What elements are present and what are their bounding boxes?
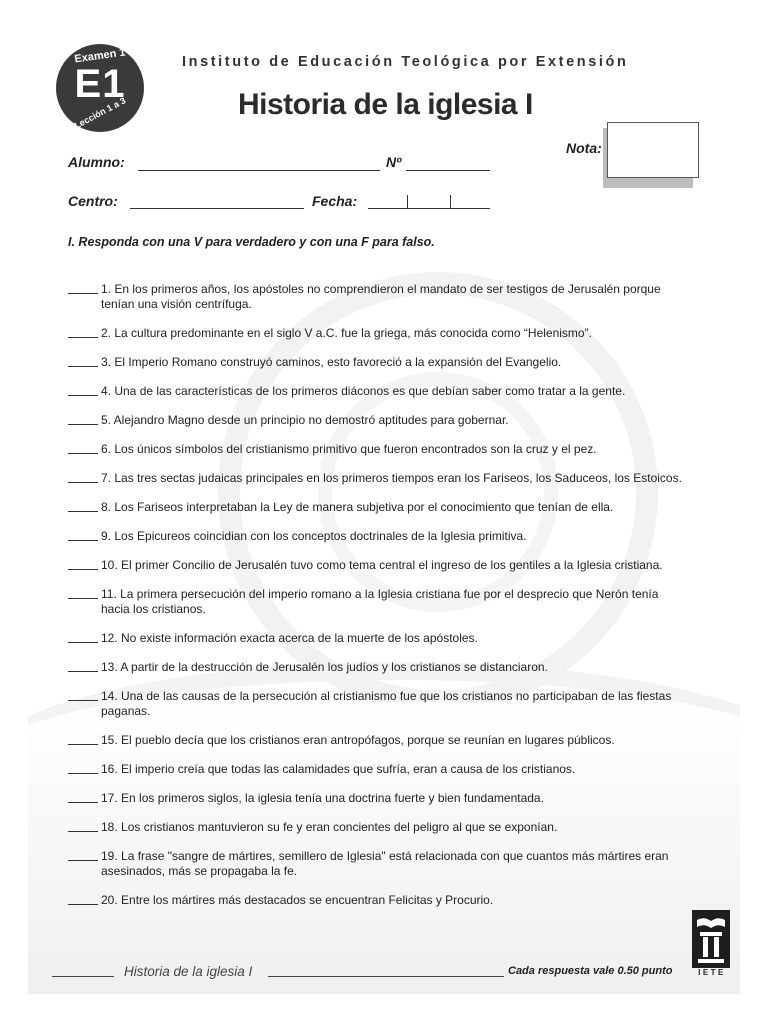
badge-code: E1 bbox=[74, 62, 126, 106]
numero-field[interactable] bbox=[406, 170, 490, 171]
answer-blank[interactable] bbox=[68, 671, 98, 672]
answer-blank[interactable] bbox=[68, 293, 98, 294]
centro-label: Centro: bbox=[68, 193, 118, 209]
answer-blank[interactable] bbox=[68, 569, 98, 570]
fecha-separator bbox=[450, 195, 451, 209]
alumno-label: Alumno: bbox=[68, 154, 125, 170]
question-item bbox=[68, 791, 688, 806]
question-text: 15. El pueblo decía que los cristianos eran antropófagos, porque se reunían en lugares públicos. bbox=[101, 733, 615, 747]
question-item bbox=[68, 733, 688, 748]
fecha-label: Fecha: bbox=[312, 193, 358, 209]
exam-badge bbox=[56, 44, 144, 132]
question-text: 20. Entre los mártires más destacados se encuentran Felicitas y Procurio. bbox=[101, 893, 494, 907]
institute-name: Instituto de Educación Teológica por Extensión bbox=[182, 54, 629, 70]
footer-points-note: Cada respuesta vale 0.50 punto bbox=[508, 965, 673, 977]
question-text: 3. El Imperio Romano construyó caminos, esto favoreció a la expansión del Evangelio. bbox=[101, 355, 562, 369]
question-text: 10. El primer Concilio de Jerusalén tuvo como tema central el ingreso de los gentiles a la Iglesia cristiana. bbox=[101, 558, 663, 572]
question-text: 12. No existe información exacta acerca de la muerte de los apóstoles. bbox=[101, 631, 478, 645]
footer-course-name: Historia de la iglesia I bbox=[124, 964, 253, 979]
footer-rule bbox=[52, 976, 114, 977]
logo-text: IETE bbox=[698, 968, 726, 977]
footer-rule bbox=[268, 976, 504, 977]
answer-blank[interactable] bbox=[68, 337, 98, 338]
question-item bbox=[68, 587, 688, 617]
question-text: 19. La frase "sangre de mártires, semillero de Iglesia" está relacionada con que cuantos más mártires eran asesinados, más se propagaba la fe. bbox=[101, 849, 669, 878]
question-item bbox=[68, 282, 688, 312]
answer-blank[interactable] bbox=[68, 773, 98, 774]
answer-blank[interactable] bbox=[68, 540, 98, 541]
question-text: 1. En los primeros años, los apóstoles no comprendieron el mandato de ser testigos de Jerusalén porque tenían una visión centrífuga. bbox=[101, 282, 661, 311]
alumno-field[interactable] bbox=[138, 170, 380, 171]
fecha-field[interactable] bbox=[368, 208, 490, 209]
question-text: 14. Una de las causas de la persecución al cristianismo fue que los cristianos no participaban de las fiestas paganas. bbox=[101, 689, 672, 718]
question-list bbox=[68, 282, 688, 922]
centro-field[interactable] bbox=[130, 208, 304, 209]
question-text: 4. Una de las características de los primeros diáconos es que debían saber como tratar a la gente. bbox=[101, 384, 626, 398]
answer-blank[interactable] bbox=[68, 700, 98, 701]
badge-lesson-label: Lección 1 a 3 bbox=[72, 95, 128, 131]
answer-blank[interactable] bbox=[68, 511, 98, 512]
answer-blank[interactable] bbox=[68, 860, 98, 861]
section-instruction: I. Responda con una V para verdadero y con una F para falso. bbox=[68, 235, 435, 249]
question-item bbox=[68, 384, 688, 399]
answer-blank[interactable] bbox=[68, 395, 98, 396]
answer-blank[interactable] bbox=[68, 424, 98, 425]
answer-blank[interactable] bbox=[68, 598, 98, 599]
question-item bbox=[68, 500, 688, 515]
question-item bbox=[68, 849, 688, 879]
question-item bbox=[68, 471, 688, 486]
answer-blank[interactable] bbox=[68, 831, 98, 832]
question-text: 13. A partir de la destrucción de Jerusalén los judíos y los cristianos se distanciaron. bbox=[101, 660, 548, 674]
question-item bbox=[68, 326, 688, 341]
badge-exam-label: Examen 1 bbox=[73, 46, 127, 66]
question-item bbox=[68, 442, 688, 457]
answer-blank[interactable] bbox=[68, 453, 98, 454]
question-item bbox=[68, 689, 688, 719]
question-text: 9. Los Epicureos coincidian con los conceptos doctrinales de la Iglesia primitiva. bbox=[101, 529, 527, 543]
question-text: 2. La cultura predominante en el siglo V a.C. fue la griega, más conocida como “Helenismo”. bbox=[101, 326, 592, 340]
question-item bbox=[68, 529, 688, 544]
question-text: 17. En los primeros siglos, la iglesia tenía una doctrina fuerte y bien fundamentada. bbox=[101, 791, 544, 805]
question-text: 6. Los únicos símbolos del cristianismo primitivo que fueron encontrados son la cruz y el pez. bbox=[101, 442, 597, 456]
question-text: 8. Los Fariseos interpretaban la Ley de manera subjetiva por el conocimiento que tenían de ella. bbox=[101, 500, 614, 514]
question-item bbox=[68, 893, 688, 908]
question-item bbox=[68, 762, 688, 777]
iete-logo-icon bbox=[690, 910, 732, 976]
answer-blank[interactable] bbox=[68, 744, 98, 745]
answer-blank[interactable] bbox=[68, 366, 98, 367]
question-text: 18. Los cristianos mantuvieron su fe y eran concientes del peligro al que se exponían. bbox=[101, 820, 558, 834]
question-text: 7. Las tres sectas judaicas principales en los primeros tiempos eran los Fariseos, los Saduceos, los Estoicos. bbox=[101, 471, 682, 485]
question-text: 16. El imperio creía que todas las calamidades que sufría, eran a causa de los cristianos. bbox=[101, 762, 576, 776]
answer-blank[interactable] bbox=[68, 802, 98, 803]
question-item bbox=[68, 413, 688, 428]
question-text: 11. La primera persecución del imperio romano a la Iglesia cristiana fue por el desprecio que Nerón tenía hacia los cristianos. bbox=[101, 587, 659, 616]
page-title: Historia de la iglesia I bbox=[238, 88, 533, 121]
answer-blank[interactable] bbox=[68, 642, 98, 643]
question-text: 5. Alejandro Magno desde un principio no demostró aptitudes para gobernar. bbox=[101, 413, 509, 427]
question-item bbox=[68, 631, 688, 646]
question-item bbox=[68, 820, 688, 835]
nota-label: Nota: bbox=[566, 140, 602, 156]
answer-blank[interactable] bbox=[68, 482, 98, 483]
fecha-separator bbox=[407, 195, 408, 209]
question-item bbox=[68, 558, 688, 573]
question-item bbox=[68, 660, 688, 675]
answer-blank[interactable] bbox=[68, 904, 98, 905]
question-item bbox=[68, 355, 688, 370]
nota-box[interactable] bbox=[607, 122, 699, 178]
numero-label: Nº bbox=[386, 154, 402, 170]
